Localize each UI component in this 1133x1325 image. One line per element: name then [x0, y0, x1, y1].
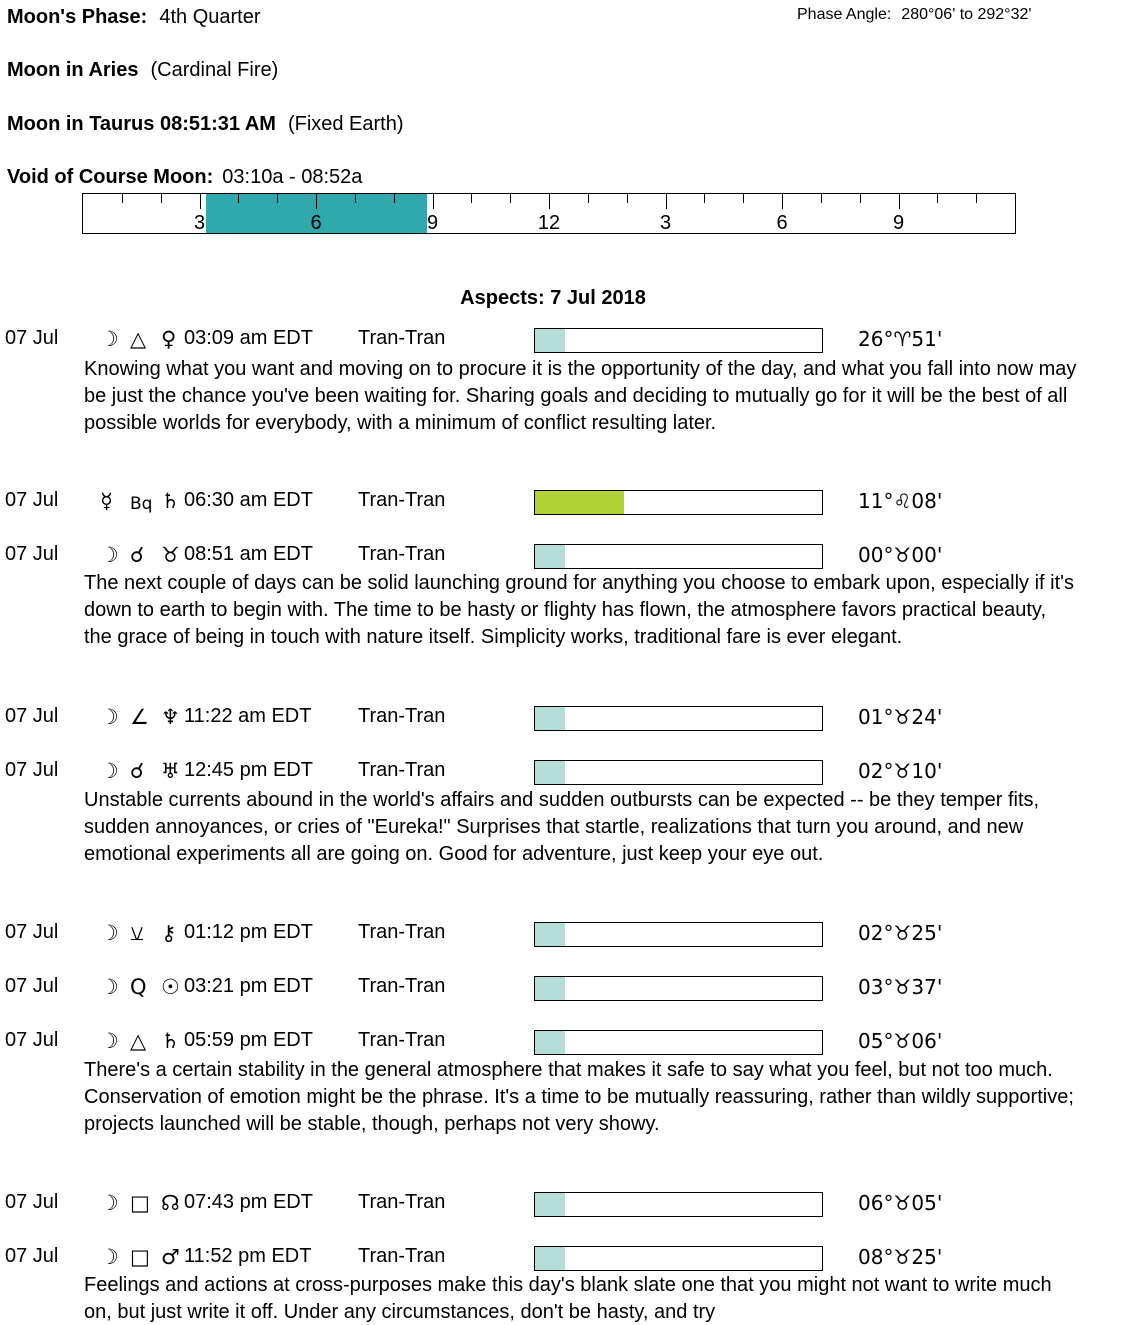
hour-label: 3	[659, 212, 672, 234]
hour-tick	[433, 194, 434, 209]
orb-bar	[534, 1030, 823, 1055]
moon-phase-line	[7, 6, 261, 29]
aspect-type: Tran-Tran	[358, 975, 446, 997]
orb-bar-fill	[535, 707, 565, 730]
semisextile-icon: ⚺	[130, 921, 144, 945]
orb-bar-fill	[535, 329, 565, 352]
hour-tick	[510, 194, 511, 203]
orb-bar	[534, 1246, 823, 1271]
aspect-type: Tran-Tran	[358, 1029, 446, 1051]
aspect-row	[0, 542, 1133, 570]
hour-tick	[976, 194, 977, 203]
voc-line	[7, 166, 362, 189]
conjunction-icon: ☌	[130, 759, 145, 783]
hour-tick	[277, 194, 278, 203]
moon-icon: ☽	[100, 1191, 119, 1215]
orb-bar-fill	[535, 977, 565, 1000]
north-node-icon: ☊	[161, 1191, 180, 1215]
hour-label: 6	[310, 212, 322, 234]
aspect-date: 07 Jul	[5, 705, 59, 727]
aspect-row	[0, 488, 1133, 516]
aspect-row	[0, 1028, 1133, 1056]
aspect-description: There's a certain stability in the general atmosphere that makes it safe to say what you feel, but not too much. Conservation of emotion might be the phrase. It's a time to be mutually reassuring, rather than wildly supportive; projects launched will be stable, though, perhaps not very showy.	[84, 1059, 1074, 1135]
hour-tick	[394, 194, 395, 203]
phase-angle-line	[797, 6, 1031, 24]
moon-sign-taurus-note: (Fixed Earth)	[287, 113, 404, 135]
orb-bar-fill	[535, 545, 565, 568]
aspect-description: Knowing what you want and moving on to procure it is the opportunity of the day, and what you fall into now may be just the chance you've been waiting for. Sharing goals and deciding to mutually go for it will be the best of all possible worlds for everybody, with a minimum of conflict resulting later.	[84, 358, 1077, 434]
uranus-icon: ♅	[161, 759, 180, 783]
aspect-row	[0, 758, 1133, 786]
aspect-description: The next couple of days can be solid launching ground for anything you choose to embark upon, especially if it's down to earth to begin with. The time to be hasty or flighty has flown, the atmosphere favors practical beauty, the grace of being in touch with nature itself. Simplicity works, traditional fare is ever elegant.	[84, 572, 1074, 648]
moon-sign-taurus-label: Moon in Taurus 08:51:31 AM	[7, 113, 276, 135]
hour-tick	[860, 194, 861, 203]
moon-sign-taurus-line	[7, 113, 404, 136]
orb-bar-fill	[535, 761, 565, 784]
aspect-type: Tran-Tran	[358, 705, 446, 727]
aspect-degree: 00°♉00'	[858, 543, 943, 567]
aspect-date: 07 Jul	[5, 543, 59, 565]
moon-icon: ☽	[100, 705, 119, 729]
aspect-degree: 01°♉24'	[858, 705, 943, 729]
aspect-date: 07 Jul	[5, 921, 59, 943]
aspect-date: 07 Jul	[5, 975, 59, 997]
aspect-degree: 08°♉25'	[858, 1245, 943, 1269]
aspect-description: Feelings and actions at cross-purposes make this day's blank slate one that you might not want to write much on, but just write it off. Under any circumstances, don't be hasty, and try	[84, 1274, 1052, 1323]
hour-tick	[821, 194, 822, 203]
hour-label: 3	[193, 212, 206, 234]
hour-tick	[666, 194, 667, 209]
square-icon: □	[130, 1245, 150, 1269]
orb-bar-fill	[535, 923, 565, 946]
orb-bar	[534, 1192, 823, 1217]
aspect-type: Tran-Tran	[358, 759, 446, 781]
aspect-degree: 05°♉06'	[858, 1029, 943, 1053]
hour-tick	[588, 194, 589, 203]
orb-bar-fill	[535, 1247, 565, 1270]
hour-tick	[627, 194, 628, 203]
moon-icon: ☽	[100, 759, 119, 783]
aspect-row	[0, 1244, 1133, 1272]
venus-icon: ♀	[161, 327, 177, 351]
aspect-degree: 26°♈51'	[858, 327, 943, 351]
aspect-row	[0, 974, 1133, 1002]
hour-tick	[161, 194, 162, 203]
voc-value: 03:10a - 08:52a	[222, 166, 363, 188]
aspect-degree: 11°♌08'	[858, 489, 943, 513]
conjunction-icon: ☌	[130, 543, 145, 567]
moon-icon: ☽	[100, 921, 119, 945]
biquintile-icon: Bq	[130, 494, 153, 514]
hour-tick	[238, 194, 239, 203]
aspect-degree: 03°♉37'	[858, 975, 943, 999]
aspect-row	[0, 1190, 1133, 1218]
aspect-date: 07 Jul	[5, 327, 59, 349]
taurus-icon: ♉	[161, 543, 180, 567]
aspects-title: Aspects: 7 Jul 2018	[460, 287, 646, 309]
orb-bar-fill	[535, 491, 624, 514]
aspect-type: Tran-Tran	[358, 327, 446, 349]
aspect-row	[0, 326, 1133, 354]
aspect-type: Tran-Tran	[358, 543, 446, 565]
aspect-date: 07 Jul	[5, 759, 59, 781]
moon-icon: ☽	[100, 975, 119, 999]
hour-tick	[743, 194, 744, 203]
aspect-type: Tran-Tran	[358, 1245, 446, 1267]
hour-tick	[200, 194, 201, 209]
saturn-icon: ♄	[161, 489, 180, 513]
aspect-degree: 02°♉25'	[858, 921, 943, 945]
sun-icon: ☉	[161, 975, 180, 999]
hour-tick	[782, 194, 783, 209]
orb-bar	[534, 544, 823, 569]
hour-tick	[549, 194, 550, 209]
aspect-time: 06:30 am EDT	[184, 489, 313, 511]
trine-icon: △	[130, 327, 147, 351]
aspect-degree: 02°♉10'	[858, 759, 943, 783]
aspect-date: 07 Jul	[5, 1245, 59, 1267]
trine-icon: △	[130, 1029, 147, 1053]
mercury-icon: ☿	[100, 489, 113, 513]
mars-icon: ♂	[161, 1245, 180, 1269]
orb-bar	[534, 706, 823, 731]
hour-label: 9	[426, 212, 439, 234]
moon-icon: ☽	[100, 1245, 119, 1269]
aspect-date: 07 Jul	[5, 1191, 59, 1213]
aspect-time: 05:59 pm EDT	[184, 1029, 313, 1051]
aspect-time: 07:43 pm EDT	[184, 1191, 313, 1213]
moon-icon: ☽	[100, 327, 119, 351]
aspect-degree: 06°♉05'	[858, 1191, 943, 1215]
aspect-type: Tran-Tran	[358, 921, 446, 943]
aspect-time: 01:12 pm EDT	[184, 921, 313, 943]
moon-icon: ☽	[100, 543, 119, 567]
orb-bar-fill	[535, 1193, 565, 1216]
aspect-row	[0, 704, 1133, 732]
orb-bar	[534, 976, 823, 1001]
aspect-date: 07 Jul	[5, 1029, 59, 1051]
chiron-icon: ⚷	[161, 921, 177, 945]
aspect-time: 03:09 am EDT	[184, 327, 313, 349]
orb-bar	[534, 922, 823, 947]
aspect-time: 12:45 pm EDT	[184, 759, 313, 781]
aspect-time: 11:52 pm EDT	[184, 1245, 312, 1267]
square-icon: □	[130, 1191, 150, 1215]
hour-tick	[899, 194, 900, 209]
aspect-row	[0, 920, 1133, 948]
orb-bar	[534, 490, 823, 515]
voc-label: Void of Course Moon:	[7, 166, 214, 188]
quintile-icon: Q	[130, 975, 147, 999]
moon-phase-value: 4th Quarter	[159, 6, 261, 28]
aspect-type: Tran-Tran	[358, 1191, 446, 1213]
semisquare-icon: ∠	[130, 705, 149, 729]
aspect-date: 07 Jul	[5, 489, 59, 511]
hour-tick	[704, 194, 705, 203]
orb-bar	[534, 760, 823, 785]
hour-tick	[471, 194, 472, 203]
aspect-type: Tran-Tran	[358, 489, 446, 511]
hour-label: 6	[776, 212, 788, 234]
orb-bar-fill	[535, 1031, 565, 1054]
hour-tick	[316, 194, 317, 209]
hour-tick	[122, 194, 123, 203]
aspect-time: 08:51 am EDT	[184, 543, 313, 565]
moon-phase-label: Moon's Phase:	[7, 6, 148, 28]
moon-icon: ☽	[100, 1029, 119, 1053]
hour-label: 9	[892, 212, 905, 234]
neptune-icon: ♆	[161, 705, 180, 729]
saturn-icon: ♄	[161, 1029, 180, 1053]
hour-tick	[937, 194, 938, 203]
voc-ruler	[82, 193, 1016, 234]
moon-sign-aries-line	[7, 59, 278, 82]
aspect-time: 11:22 am EDT	[184, 705, 312, 727]
phase-angle-value: 280°06' to 292°32'	[901, 6, 1032, 23]
hour-label: 12	[537, 212, 561, 234]
moon-sign-aries-note: (Cardinal Fire)	[150, 59, 279, 81]
hour-tick	[355, 194, 356, 203]
aspect-time: 03:21 pm EDT	[184, 975, 313, 997]
moon-sign-aries-label: Moon in Aries	[7, 59, 139, 81]
phase-angle-label: Phase Angle:	[797, 6, 892, 23]
orb-bar	[534, 328, 823, 353]
aspect-description: Unstable currents abound in the world's affairs and sudden outbursts can be expected -- be they temper fits, sudden annoyances, or cries of "Eureka!" Surprises that startle, realizations that turn you around, and new emotional experiments all are going on. Good for adventure, just keep your eye out.	[84, 789, 1040, 865]
